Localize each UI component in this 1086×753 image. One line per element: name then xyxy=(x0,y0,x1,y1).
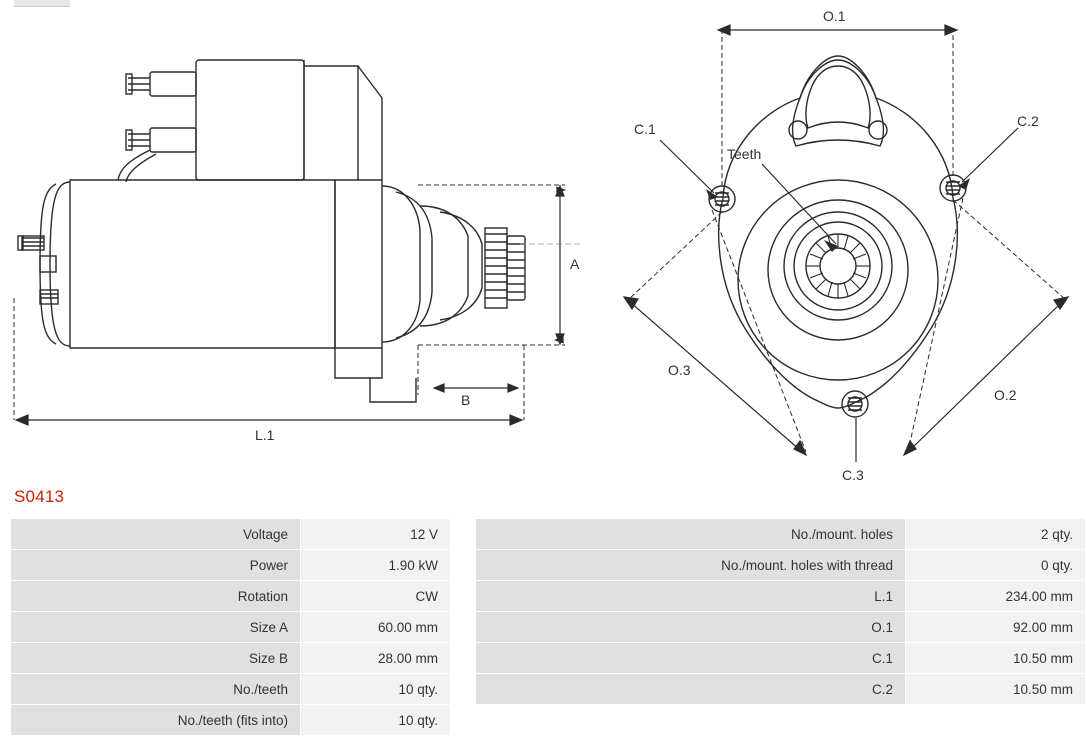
spec-label: No./teeth (fits into) xyxy=(11,705,301,736)
spec-value: 10.50 mm xyxy=(906,643,1086,674)
spec-label: No./mount. holes with thread xyxy=(476,550,906,581)
column-gap xyxy=(451,550,476,581)
spec-value: 60.00 mm xyxy=(301,612,451,643)
dim-label-o3: O.3 xyxy=(668,362,691,378)
dim-label-c3: C.3 xyxy=(842,467,864,483)
spec-label: Size B xyxy=(11,643,301,674)
specifications-table xyxy=(10,518,1073,736)
table-row xyxy=(11,519,1086,550)
dim-label-c2: C.2 xyxy=(1017,113,1039,129)
table-row xyxy=(11,550,1086,581)
spec-empty-cell xyxy=(476,705,906,736)
column-gap xyxy=(451,705,476,736)
table-row xyxy=(11,612,1086,643)
table-row xyxy=(11,643,1086,674)
spec-label: Rotation xyxy=(11,581,301,612)
spec-label: Size A xyxy=(11,612,301,643)
spec-value: CW xyxy=(301,581,451,612)
dimension-arrows-left xyxy=(20,190,560,420)
spec-value: 0 qty. xyxy=(906,550,1086,581)
column-gap xyxy=(451,674,476,705)
column-gap xyxy=(451,581,476,612)
column-gap xyxy=(451,643,476,674)
spec-label: C.1 xyxy=(476,643,906,674)
spec-value: 2 qty. xyxy=(906,519,1086,550)
spec-label: Voltage xyxy=(11,519,301,550)
dim-label-a: A xyxy=(570,256,580,272)
spec-value: 10 qty. xyxy=(301,674,451,705)
column-gap xyxy=(451,612,476,643)
spec-label: O.1 xyxy=(476,612,906,643)
spec-value: 28.00 mm xyxy=(301,643,451,674)
spec-value: 12 V xyxy=(301,519,451,550)
dim-label-b: B xyxy=(461,392,471,408)
dim-label-l1: L.1 xyxy=(255,427,275,443)
spec-value: 92.00 mm xyxy=(906,612,1086,643)
part-number: S0413 xyxy=(14,487,65,506)
table-row xyxy=(11,705,1086,736)
spec-label: No./teeth xyxy=(11,674,301,705)
spec-empty-cell xyxy=(906,705,1086,736)
spec-label: No./mount. holes xyxy=(476,519,906,550)
spec-label: Power xyxy=(11,550,301,581)
dim-label-o2: O.2 xyxy=(994,387,1017,403)
spec-value: 10.50 mm xyxy=(906,674,1086,705)
dim-label-teeth: Teeth xyxy=(727,146,762,162)
table-row xyxy=(11,674,1086,705)
column-gap xyxy=(451,519,476,550)
table-row xyxy=(11,581,1086,612)
spec-label: L.1 xyxy=(476,581,906,612)
spec-value: 10 qty. xyxy=(301,705,451,736)
spec-value: 234.00 mm xyxy=(906,581,1086,612)
spec-label: C.2 xyxy=(476,674,906,705)
dim-label-c1: C.1 xyxy=(634,121,656,137)
leader-lines xyxy=(660,128,1018,462)
starter-side-view-drawing xyxy=(18,60,580,402)
dimension-lines-left xyxy=(14,185,565,420)
spec-value: 1.90 kW xyxy=(301,550,451,581)
dim-label-o1: O.1 xyxy=(823,8,846,24)
